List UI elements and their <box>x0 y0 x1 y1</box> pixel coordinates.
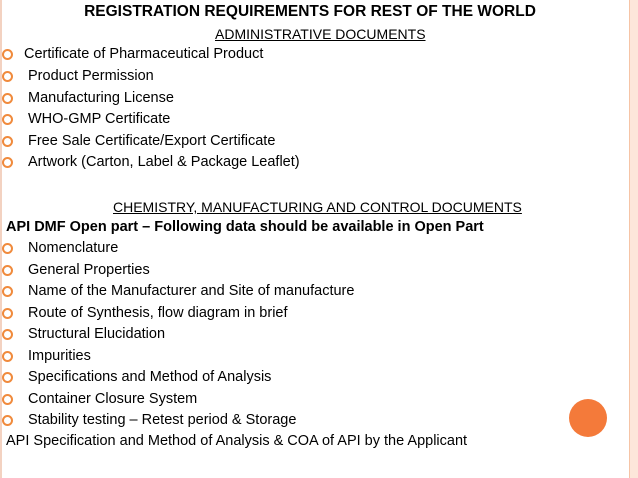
dmf-item-label: Impurities <box>28 348 91 364</box>
circle-bullet-icon <box>2 93 13 104</box>
dmf-item-label: Container Closure System <box>28 391 198 407</box>
admin-item-label: WHO-GMP Certificate <box>28 111 171 127</box>
dmf-item <box>0 326 165 342</box>
admin-item-label: Manufacturing License <box>28 90 174 106</box>
admin-item <box>0 90 174 106</box>
slide-title: REGISTRATION REQUIREMENTS FOR REST OF THE WORLD <box>84 3 536 20</box>
admin-item <box>0 111 170 127</box>
dmf-item <box>0 348 91 364</box>
circle-bullet-icon <box>2 243 13 254</box>
circle-bullet-icon <box>2 71 13 82</box>
administrative-heading: ADMINISTRATIVE DOCUMENTS <box>215 26 426 42</box>
final-line: API Specification and Method of Analysis & COA of API by the Applicant <box>6 433 468 449</box>
dmf-open-part-line <box>6 219 484 235</box>
circle-bullet-icon <box>2 329 13 340</box>
dmf-item <box>0 262 150 278</box>
circle-bullet-icon <box>2 308 13 319</box>
dmf-item <box>0 305 288 321</box>
admin-item <box>0 46 263 62</box>
dmf-item-label: Route of Synthesis, flow diagram in brief <box>28 305 288 321</box>
dmf-item-label: Stability testing – Retest period & Storage <box>28 412 297 428</box>
circle-bullet-icon <box>2 265 13 276</box>
cmc-heading: CHEMISTRY, MANUFACTURING AND CONTROL DOCUMENTS <box>113 199 522 215</box>
dmf-line-text: API DMF Open part – Following data should be available in Open Part <box>6 219 484 235</box>
dmf-item-label: General Properties <box>28 262 150 278</box>
circle-bullet-icon <box>2 415 13 426</box>
circle-bullet-icon <box>2 157 13 168</box>
circle-bullet-icon <box>2 394 13 405</box>
dmf-item <box>0 369 271 385</box>
orange-circle-decoration <box>569 399 607 437</box>
dmf-item-label: Nomenclature <box>28 240 119 256</box>
dmf-item-label: Specifications and Method of Analysis <box>28 369 272 385</box>
circle-bullet-icon <box>2 136 13 147</box>
circle-bullet-icon <box>2 49 13 60</box>
admin-item-label: Artwork (Carton, Label & Package Leaflet) <box>28 154 300 170</box>
admin-item-label: Free Sale Certificate/Export Certificate <box>28 133 276 149</box>
circle-bullet-icon <box>2 286 13 297</box>
admin-item <box>0 154 300 170</box>
dmf-item-label: Structural Elucidation <box>28 326 166 342</box>
admin-item-label: Certificate of Pharmaceutical Product <box>24 46 264 62</box>
circle-bullet-icon <box>2 351 13 362</box>
dmf-item <box>0 283 354 299</box>
dmf-item <box>0 240 118 256</box>
admin-item <box>0 133 275 149</box>
right-border-decoration <box>629 0 638 478</box>
admin-item-label: Product Permission <box>28 68 154 84</box>
dmf-item-label: Name of the Manufacturer and Site of manufacture <box>28 283 355 299</box>
dmf-item <box>0 412 296 428</box>
admin-item <box>0 68 154 84</box>
circle-bullet-icon <box>2 372 13 383</box>
circle-bullet-icon <box>2 114 13 125</box>
dmf-item <box>0 391 197 407</box>
